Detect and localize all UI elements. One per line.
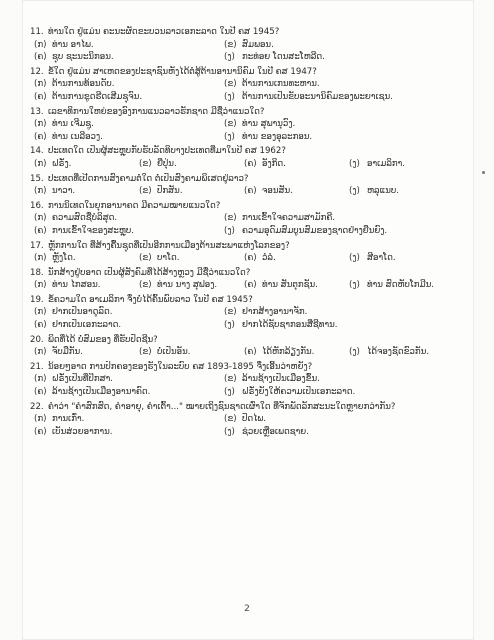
option-text: ຄວາມສົດຊື່ບໍລິສຸດ. xyxy=(52,213,118,224)
question-item xyxy=(30,145,470,170)
question-item xyxy=(30,26,470,63)
option-row xyxy=(34,426,470,438)
question-text: ຂໍ້ໃດ ຢູ່ແມ່ນ ສາເຫດຂອງປະຊາຊົນຫັງໄດ້ຕໍ່ສູ້ຕ້ານອານານິຄົມ ໃນປີ ຄສ 1947? xyxy=(48,66,317,77)
answer-option[interactable] xyxy=(224,426,414,438)
question-number: 17. xyxy=(30,240,44,251)
answer-option[interactable] xyxy=(34,51,224,63)
answer-options xyxy=(30,279,470,291)
option-text: ທ່ານ ເຈີມຊູ. xyxy=(52,119,94,130)
option-label: (ງ) xyxy=(224,320,235,331)
answer-option[interactable] xyxy=(224,118,414,130)
option-text: ປັກສັນ. xyxy=(157,186,183,197)
question-number: 20. xyxy=(30,334,44,345)
option-label: (ງ) xyxy=(349,253,360,264)
answer-option[interactable] xyxy=(349,346,449,358)
option-label: (ຂ) xyxy=(224,307,237,318)
option-text: ບາໂດ. xyxy=(157,253,180,264)
answer-option[interactable] xyxy=(349,252,449,264)
option-label: (ກ) xyxy=(34,119,47,130)
option-label: (ຄ) xyxy=(244,158,257,169)
answer-option[interactable] xyxy=(34,426,224,438)
option-row xyxy=(34,373,470,385)
option-label: (ຂ) xyxy=(139,347,152,358)
option-row xyxy=(34,51,470,63)
answer-option[interactable] xyxy=(139,158,244,170)
option-label: (ຄ) xyxy=(34,387,47,398)
question-text: ນັກສ້າງຢູ່ບອາດ ເປັນຜູ້ສັງຄົມທີ່ໄດ້ສ້າງຫຼວງ ມີຊື່ວ່າແນວໃດ? xyxy=(48,267,251,278)
answer-option[interactable] xyxy=(34,373,224,385)
option-label: (ຂ) xyxy=(139,186,152,197)
question-number: 14. xyxy=(30,146,44,157)
question-text: ປະເທດທີ່ເປີດການສົງຄາມຕ່ໍໃດ ຕ່ໍເປັນສົງຄາມພິເສດຢູ່ລາວ? xyxy=(48,173,249,184)
option-text: ຢາກໄດ້ຊັບຊາກອນສີ່ຊີທານ. xyxy=(242,320,338,331)
option-text: ຕ້ານການເປັນຂັບອະນານິຄົມຂອງພະຍາເຊນ. xyxy=(242,91,393,102)
option-label: (ຂ) xyxy=(224,213,237,224)
question-text: ເລຂາທິການໃຫຍ່ຂອງອົງການແນວລາວຮັກຊາດ ມີຊື່ວ່າແນວໃດ? xyxy=(48,106,265,117)
option-text: ການເຂົ້າໃຈຄວາມສາມັກຄີ. xyxy=(242,213,336,224)
option-row xyxy=(34,346,470,358)
answer-option[interactable] xyxy=(244,158,349,170)
option-label: (ຄ) xyxy=(244,186,257,197)
option-label: (ຄ) xyxy=(34,426,47,437)
option-label: (ຂ) xyxy=(139,253,152,264)
question-stem xyxy=(30,106,470,118)
answer-option[interactable] xyxy=(139,185,244,197)
question-item xyxy=(30,106,470,143)
option-text: ຫລຸແນບ. xyxy=(367,186,400,197)
option-label: (ກ) xyxy=(34,414,47,425)
question-stem xyxy=(30,66,470,78)
option-label: (ຄ) xyxy=(34,225,47,236)
option-label: (ຄ) xyxy=(34,131,47,142)
option-row xyxy=(34,225,470,237)
question-item xyxy=(30,240,470,265)
answer-option[interactable] xyxy=(34,225,224,237)
question-text: ຫຼັກການໃດ ທີ່ສ້າງຄື້ນຊຸດທີ່ເປັນອີກການເມືອງຕ້ານສະພາແຫ່ງໂລກຂອງ? xyxy=(48,240,290,251)
answer-options xyxy=(30,252,470,264)
answer-option[interactable] xyxy=(139,252,244,264)
option-text: ທ່ານ ສົດຫັບໂກມີນ. xyxy=(367,280,434,291)
option-text: ທ່ານ ສຸພານຸວົງ. xyxy=(242,119,296,130)
option-text: ລ້ານຊ້າງເປັນເມືອງອານາຄົດ. xyxy=(52,387,151,398)
option-text: ຝຣັ່ງ. xyxy=(52,158,72,169)
option-label: (ຂ) xyxy=(224,79,237,90)
option-label: (ຂ) xyxy=(139,280,152,291)
option-label: (ຂ) xyxy=(224,374,237,385)
answer-option[interactable] xyxy=(34,346,139,358)
answer-options xyxy=(30,185,470,197)
question-item xyxy=(30,173,470,198)
question-number: 21. xyxy=(30,361,44,372)
option-label: (ຂ) xyxy=(224,119,237,130)
option-text: ຝຣັ່ງເປັນທີ່ປຶກສາ. xyxy=(52,374,114,385)
answer-option[interactable] xyxy=(224,91,414,103)
answer-option[interactable] xyxy=(34,78,224,90)
option-label: (ກ) xyxy=(34,347,47,358)
answer-option[interactable] xyxy=(34,252,139,264)
option-label: (ງ) xyxy=(224,426,235,437)
answer-option[interactable] xyxy=(34,319,224,331)
option-row xyxy=(34,252,470,264)
option-label: (ຄ) xyxy=(34,91,47,102)
answer-option[interactable] xyxy=(224,373,414,385)
question-number: 12. xyxy=(30,66,44,77)
answer-option[interactable] xyxy=(34,279,139,291)
option-text: ຕ້ານການເກນທະຫານ. xyxy=(242,79,320,90)
option-text: ລ້ານຊ້າງເປັນເມືອງຂຶ້ນ. xyxy=(242,374,320,385)
option-row xyxy=(34,118,470,130)
option-label: (ງ) xyxy=(349,280,360,291)
option-label: (ຄ) xyxy=(34,52,47,63)
option-text: ປັດໄພ. xyxy=(242,414,266,425)
option-label: (ກ) xyxy=(34,253,47,264)
question-stem xyxy=(30,200,470,212)
option-text: ການເກົ່າ. xyxy=(52,414,85,425)
question-text: ທ່ານໃດ ຢູ່ແມ່ນ ຄະນະຜັດຂະບວນລາວເອກະລາດ ໃນປີ ຄສ 1945? xyxy=(48,27,280,37)
option-label: (ຄ) xyxy=(34,320,47,331)
option-text: ຫຼັງໂດ. xyxy=(52,253,76,264)
question-item xyxy=(30,200,470,237)
question-item xyxy=(30,294,470,331)
answer-options xyxy=(30,306,470,331)
option-row xyxy=(34,78,470,90)
answer-options xyxy=(30,78,470,103)
option-text: ເບັນສ່ວຍອາການ. xyxy=(52,426,113,437)
answer-option[interactable] xyxy=(34,413,224,425)
answer-options xyxy=(30,346,470,358)
option-text: ຄວາມອຸດົມສົມບູນສົມຂອງຊາດຢ່າງຍືນຍົງ. xyxy=(242,225,388,236)
option-row xyxy=(34,319,470,331)
option-row xyxy=(34,158,470,170)
answer-option[interactable] xyxy=(244,279,349,291)
ink-speck xyxy=(482,171,485,174)
question-number: 22. xyxy=(30,401,44,412)
option-row xyxy=(34,306,470,318)
answer-option[interactable] xyxy=(34,91,224,103)
question-number: 19. xyxy=(30,294,44,305)
option-label: (ກ) xyxy=(34,39,47,50)
option-text: ບໍ່ເປັນອັນ. xyxy=(157,347,191,358)
option-text: ອັງກິດ. xyxy=(262,158,286,169)
option-text: ການເຂົ້າໃຈຂອງສະຫຼຸບ. xyxy=(52,225,134,236)
answer-options xyxy=(30,39,470,64)
option-label: (ກ) xyxy=(34,374,47,385)
option-text: ຈັບມືກັນ. xyxy=(52,347,83,358)
option-text: ທ່ານ ຂອງອຸລະກອນ. xyxy=(242,131,313,142)
answer-option[interactable] xyxy=(224,51,414,63)
option-text: ສົມພອນ. xyxy=(242,39,274,50)
option-text: ຊຸບ ຊະນະນິກອນ. xyxy=(52,52,114,63)
answer-option[interactable] xyxy=(349,279,449,291)
option-row xyxy=(34,386,470,398)
question-stem xyxy=(30,145,470,157)
question-number: 11. xyxy=(30,27,44,37)
question-list xyxy=(30,26,470,440)
option-label: (ງ) xyxy=(224,131,235,142)
answer-option[interactable] xyxy=(224,212,414,224)
option-label: (ງ) xyxy=(224,225,235,236)
option-row xyxy=(34,413,470,425)
question-item xyxy=(30,361,470,398)
question-number: 15. xyxy=(30,173,44,184)
option-text: ທ່ານ ສັນຕຸກຊັນ. xyxy=(262,280,318,291)
option-label: (ງ) xyxy=(349,347,360,358)
option-text: ໄດ້ຈອງຊັດຂົວກັນ. xyxy=(367,347,430,358)
answer-option[interactable] xyxy=(224,386,414,398)
option-label: (ກ) xyxy=(34,186,47,197)
question-stem xyxy=(30,401,470,413)
question-item xyxy=(30,66,470,103)
option-label: (ກ) xyxy=(34,158,47,169)
question-number: 13. xyxy=(30,106,44,117)
question-text: ຂໍ້ຄວາມໃດ ອາເມລິກາ ຈຶ່ງບໍ່ໄດ້ຄົ້ນພົບລາວ ໃນປີ ຄສ 1945? xyxy=(48,294,253,305)
option-text: ນາວາ. xyxy=(52,186,76,197)
answer-option[interactable] xyxy=(139,279,244,291)
answer-option[interactable] xyxy=(139,346,244,358)
answer-option[interactable] xyxy=(224,131,414,143)
question-number: 16. xyxy=(30,200,44,211)
question-item xyxy=(30,334,470,359)
answer-option[interactable] xyxy=(349,185,449,197)
option-label: (ຂ) xyxy=(224,39,237,50)
option-text: ຊ່ວຍເຫຼືອເພດຊາຍ. xyxy=(242,426,309,437)
option-label: (ງ) xyxy=(349,158,360,169)
answer-option[interactable] xyxy=(349,158,449,170)
option-text: ຢາກສ້າງອານາຈັກ. xyxy=(242,307,308,318)
option-text: ຝຣັ່ງຍັງໃຫ້ຄວາມເປັນເອກະລາດ. xyxy=(242,387,356,398)
option-label: (ຄ) xyxy=(244,347,257,358)
option-text: ທ່ານ ນາງ ສຸຟອງ. xyxy=(157,280,218,291)
option-text: ຢາກເປັນເອກະລາດ. xyxy=(52,320,122,331)
answer-option[interactable] xyxy=(244,252,349,264)
answer-option[interactable] xyxy=(34,185,139,197)
answer-option[interactable] xyxy=(224,225,414,237)
answer-option[interactable] xyxy=(244,346,349,358)
option-text: ກະທ່ອຍ ໂດນສະໂຫລີດ. xyxy=(242,52,325,63)
question-stem xyxy=(30,26,470,38)
option-row xyxy=(34,185,470,197)
answer-option[interactable] xyxy=(34,39,224,51)
option-text: ອາເມລິກາ. xyxy=(367,158,406,169)
question-stem xyxy=(30,173,470,185)
option-text: ທ່ານ ອາໄພ. xyxy=(52,39,94,50)
question-stem xyxy=(30,294,470,306)
answer-option[interactable] xyxy=(34,131,224,143)
answer-option[interactable] xyxy=(34,212,224,224)
question-item xyxy=(30,267,470,292)
option-text: ທ່ານ ໄກສອນ. xyxy=(52,280,101,291)
option-text: ໄດ້ຫັກລ້ຽງກັນ. xyxy=(262,347,315,358)
option-text: ຕ້ານການທ້ອນດັບ. xyxy=(52,79,115,90)
answer-option[interactable] xyxy=(34,158,139,170)
option-label: (ງ) xyxy=(224,91,235,102)
option-label: (ຂ) xyxy=(139,158,152,169)
option-row xyxy=(34,279,470,291)
option-text: ຈອນສັນ. xyxy=(262,186,293,197)
question-stem xyxy=(30,267,470,279)
option-row xyxy=(34,131,470,143)
question-text: ຄຳວ່າ "ຄຳສົກສົດ, ຄຳອາຍຸ, ຄຳເຕົ້າ..." ໝາຍເຖິງຊົນຊາດເຜົ່າໃດ ທີ່ຈັກພັດລັກສະນະໃດຫຼາຍກວ່າກັນ? xyxy=(48,401,396,412)
question-stem xyxy=(30,334,470,346)
answer-options xyxy=(30,373,470,398)
option-label: (ງ) xyxy=(349,186,360,197)
question-text: ພິດທີ່ໄດ້ ບໍ່ສົມຂອງ ທີ່ຮັບປັດຊີນ? xyxy=(48,334,158,345)
question-stem xyxy=(30,240,470,252)
answer-option[interactable] xyxy=(224,319,414,331)
option-label: (ກ) xyxy=(34,79,47,90)
option-label: (ຄ) xyxy=(244,253,257,264)
page-number: 2 xyxy=(244,604,250,614)
answer-option[interactable] xyxy=(34,118,224,130)
answer-option[interactable] xyxy=(224,39,414,51)
answer-options xyxy=(30,212,470,237)
answer-option[interactable] xyxy=(224,78,414,90)
question-text: ການນິເທດໃນຍຸກອານາຄດ ມີຄວາມໝາຍແນວໃດ? xyxy=(48,200,221,211)
option-label: (ຂ) xyxy=(224,414,237,425)
answer-option[interactable] xyxy=(34,306,224,318)
answer-option[interactable] xyxy=(224,413,414,425)
option-label: (ຄ) xyxy=(244,280,257,291)
option-label: (ກ) xyxy=(34,280,47,291)
option-row xyxy=(34,39,470,51)
option-text: ວໍລໍ. xyxy=(262,253,276,264)
answer-options xyxy=(30,118,470,143)
answer-option[interactable] xyxy=(244,185,349,197)
option-label: (ກ) xyxy=(34,307,47,318)
question-item xyxy=(30,401,470,438)
question-text: ນ້ອຍໆອາດ ການປົກຄອງຂອງຮັງໃນລະບົບ ຄສ 1893-1895 ຈຶ່ງເອີ້ນວ່າຫຍັງ? xyxy=(48,361,313,372)
option-text: ຕ້ານການຂູດຮີດເສີມຊຸຈົນ. xyxy=(52,91,143,102)
answer-options xyxy=(30,413,470,438)
option-row xyxy=(34,212,470,224)
option-text: ສີອາໂດ. xyxy=(367,253,396,264)
question-number: 18. xyxy=(30,267,44,278)
question-text: ປະເທດໃດ ເປັນຜູ້ສະຫຼຸບກັບຮັບລັດທິບາງປະເທດທີ່ມາໃນປີ ຄສ 1962? xyxy=(48,146,286,157)
answer-option[interactable] xyxy=(224,306,414,318)
option-text: ທ່ານ ເນລີອວງ. xyxy=(52,131,103,142)
option-text: ຍີ່ປຸ່ນ. xyxy=(157,158,177,169)
answer-options xyxy=(30,158,470,170)
answer-option[interactable] xyxy=(34,386,224,398)
option-text: ຢາກເປັນອາດູລົດ. xyxy=(52,307,113,318)
option-label: (ກ) xyxy=(34,213,47,224)
option-row xyxy=(34,91,470,103)
question-stem xyxy=(30,361,470,373)
option-label: (ງ) xyxy=(224,52,235,63)
option-label: (ງ) xyxy=(224,387,235,398)
